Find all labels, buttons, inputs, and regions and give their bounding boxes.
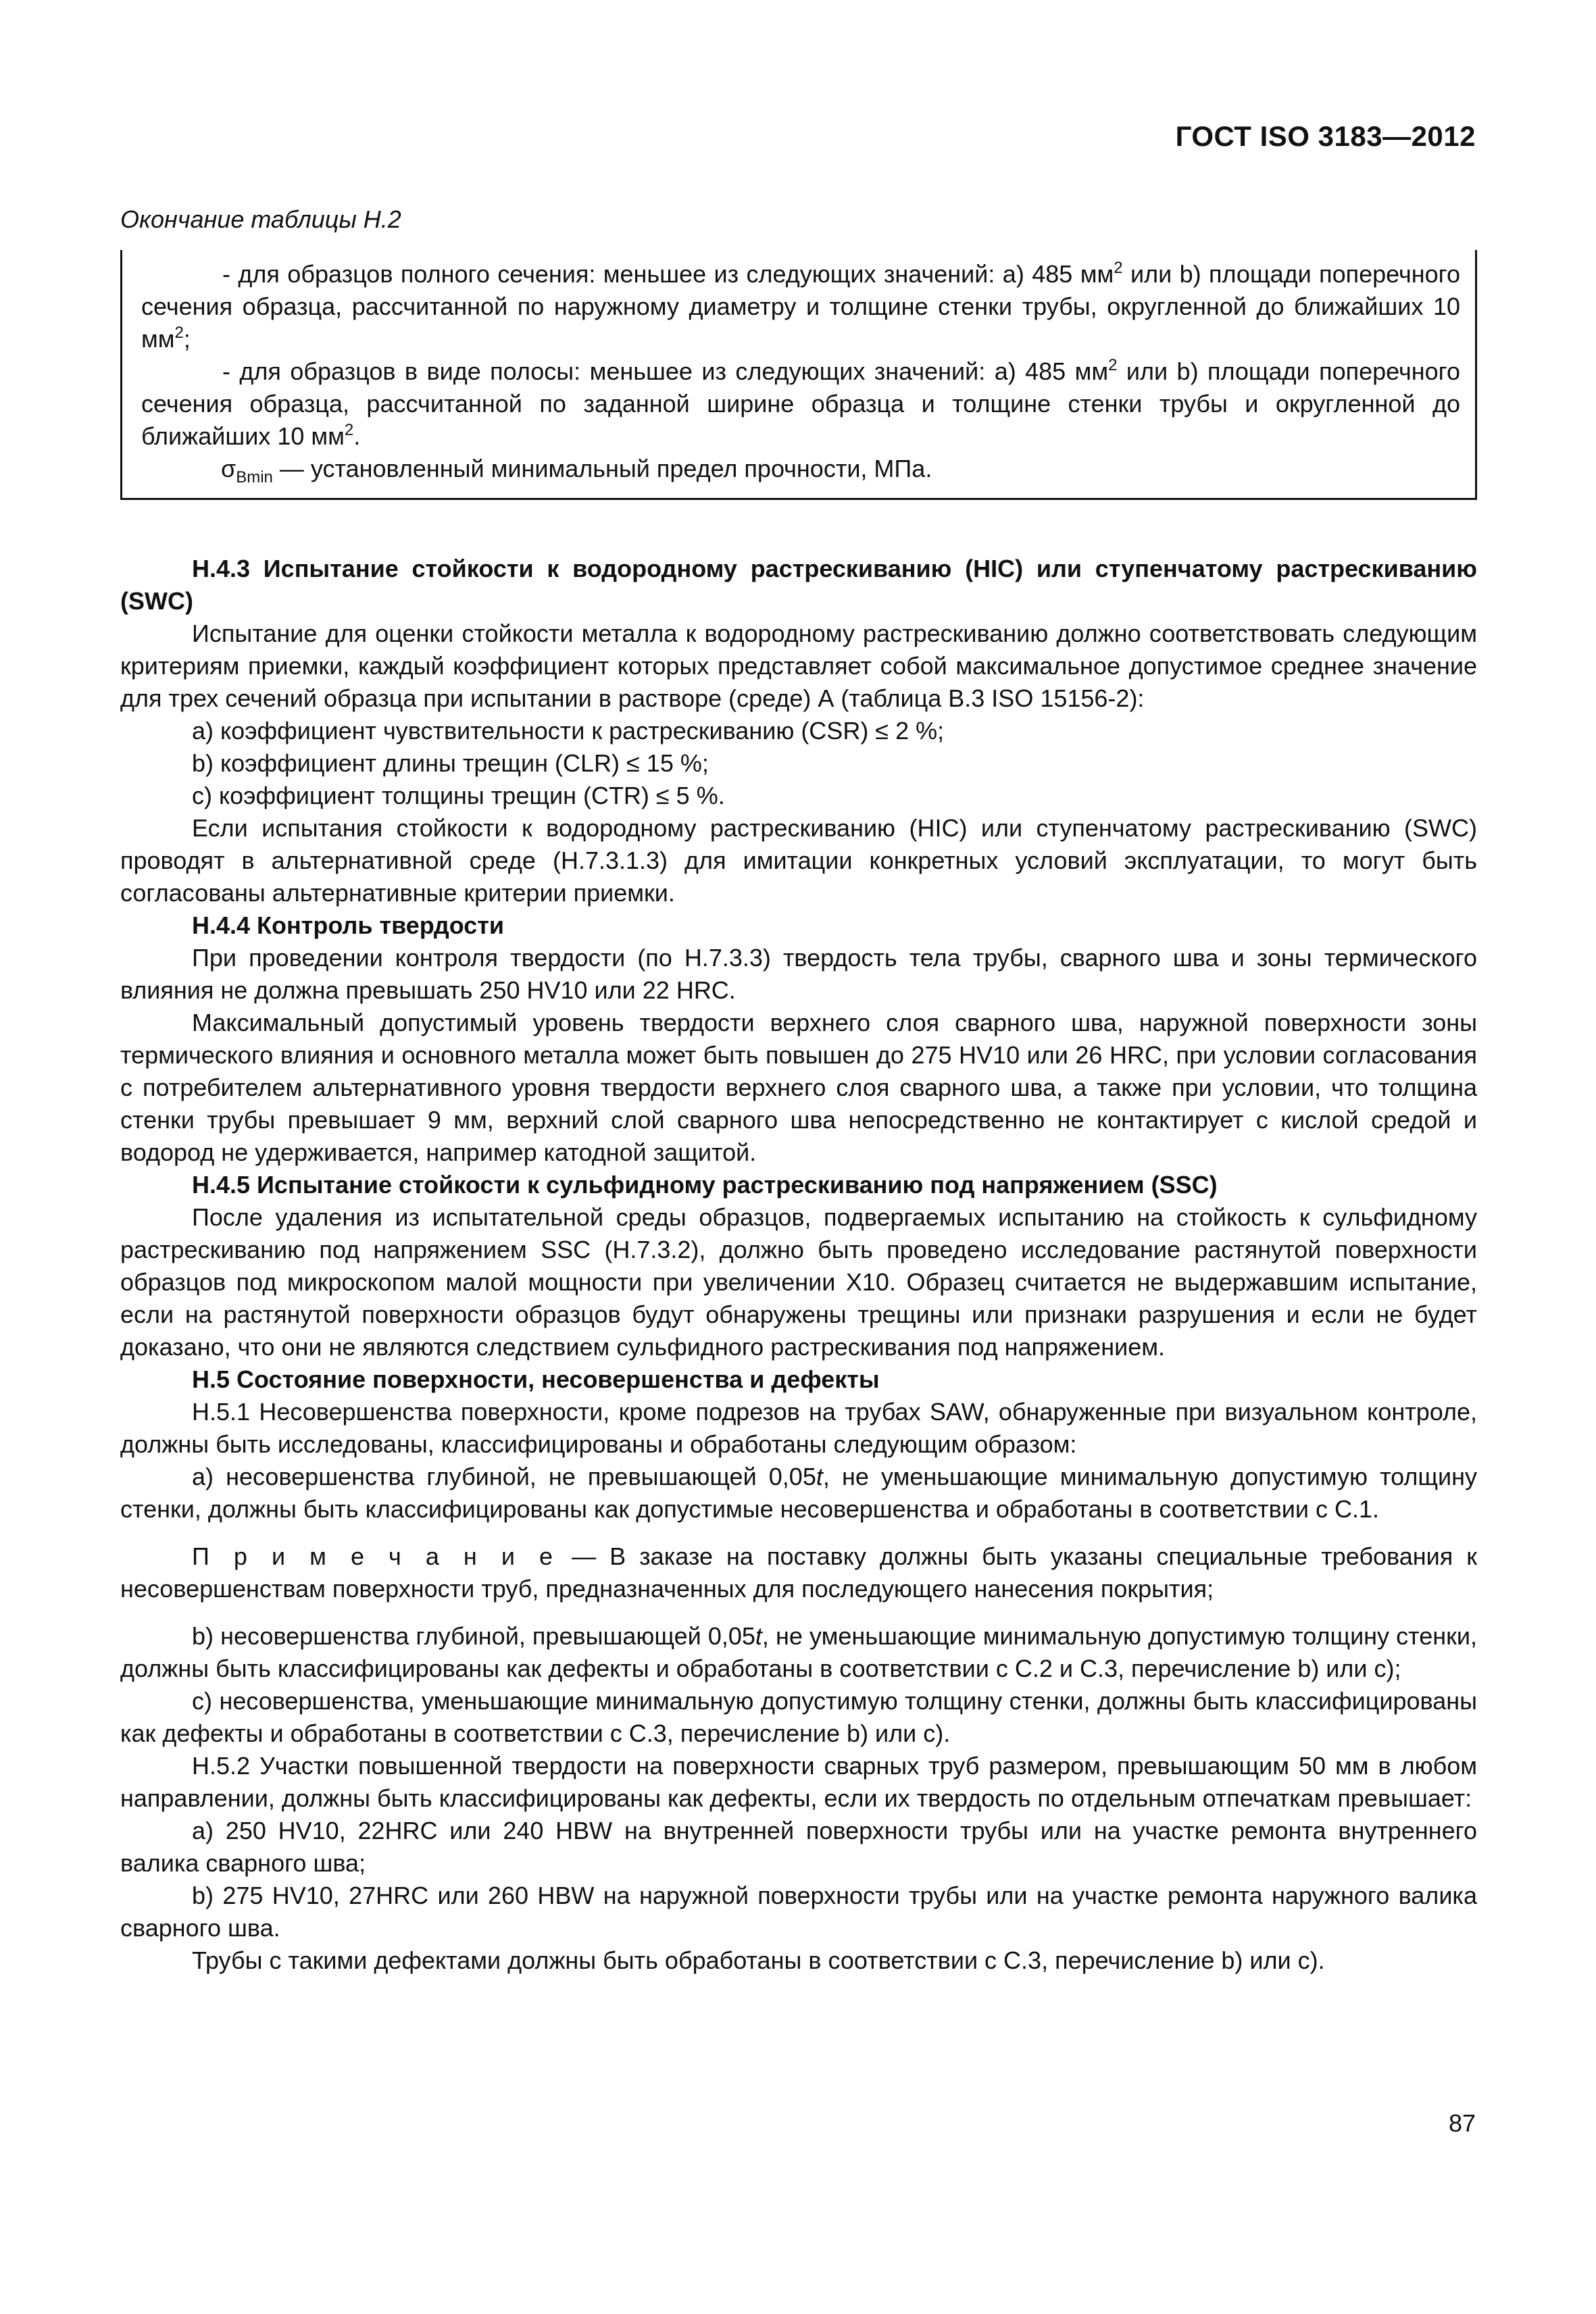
list-item: а) 250 HV10, 22HRC или 240 HBW на внутренней поверхности трубы или на участке ремонта внутреннего валика сварного шва; bbox=[120, 1817, 1477, 1877]
full-section-paragraph: - для образцов полного сечения: меньшее из следующих значений: а) 485 $мм^2$ или b) площади поперечного сечения образца, рассчитанной по наружному диаметру и толщине стенки трубы, округленной до ближайших 10 $мм^2$; bbox=[141, 259, 1461, 353]
list-item: b) коэффициент длины трещин (CLR) ≤ 15 %; bbox=[192, 749, 709, 777]
list-item: b) 275 HV10, 27HRC или 260 HBW на наружной поверхности трубы или на участке ремонта наружного валика сварного шва. bbox=[120, 1882, 1477, 1942]
list-item: с) несовершенства, уменьшающие минимальную допустимую толщину стенки, должны быть классифицированы как дефекты и обработаны в соответствии с С.3, перечисление b) или с). bbox=[120, 1687, 1477, 1747]
list-item: а) коэффициент чувствительности к растрескиванию (CSR) ≤ 2 %; bbox=[192, 717, 945, 745]
section-heading-h45: Н.4.5 Испытание стойкости к сульфидному растрескиванию под напряжением (SSC) bbox=[192, 1171, 1218, 1199]
standard-header: ГОСТ ISO 3183—2012 bbox=[1175, 120, 1476, 152]
paragraph: При проведении контроля твердости (по Н.7.3.3) твердость тела трубы, сварного шва и зоны термического влияния не должна превышать 250 HV10 или 22 HRC. bbox=[120, 944, 1477, 1004]
paragraph: Максимальный допустимый уровень твердости верхнего слоя сварного шва, наружной поверхности зоны термического влияния и основного металла может быть повышен до 275 HV10 или 26 HRC, при условии согласования с потребителем альтернативного уровня твердости верхнего слоя сварного шва, а также при условии, что толщина стенки трубы превышает 9 мм, верхний слой сварного шва непосредственно не контактирует с кислой средой и водород не удерживается, например катодной защитой. bbox=[120, 1009, 1477, 1166]
list-item: а) несовершенства глубиной, не превышающей 0,05t, не уменьшающие минимальную допустимую толщину стенки, должны быть классифицированы как допустимые несовершенства и обработаны в соответствии с С.1. bbox=[120, 1463, 1477, 1523]
paragraph: Если испытания стойкости к водородному растрескиванию (HIC) или ступенчатому растрескиванию (SWC) проводят в альтернативной среде (Н.7.3.1.3) для имитации конкретных условий эксплуатации, то могут быть согласованы альтернативные критерии приемки. bbox=[120, 814, 1477, 907]
body-text bbox=[120, 553, 1477, 1977]
paragraph: Н.5.2 Участки повышенной твердости на поверхности сварных труб размером, превышающим 50 мм в любом направлении, должны быть классифицированы как дефекты, если их твердость по отдельным отпечаткам превышает: bbox=[120, 1752, 1477, 1812]
sigma-definition: $\sigma_{Bmin}$ — установленный минимальный предел прочности, МПа. bbox=[221, 455, 932, 486]
paragraph: Трубы с такими дефектами должны быть обработаны в соответствии с С.3, перечисление b) или с). bbox=[192, 1946, 1325, 1974]
note-label: П р и м е ч а н и е bbox=[192, 1542, 559, 1570]
paragraph: После удаления из испытательной среды образцов, подвергаемых испытанию на стойкость к сульфидному растрескиванию под напряжением SSC (Н.7.3.2), должно быть проведено исследование растянутой поверхности образцов под микроскопом малой мощности при увеличении Х10. Образец считается не выдержавшим испытание, если на растянутой поверхности образцов будут обнаружены трещины или признаки разрушения и если не будет доказано, что они не являются следствием сульфидного растрескивания под напряжением. bbox=[120, 1203, 1477, 1361]
section-heading-h44: Н.4.4 Контроль твердости bbox=[192, 911, 505, 939]
paragraph: Испытание для оценки стойкости металла к водородному растрескиванию должно соответствовать следующим критериям приемки, каждый коэффициент которых представляет собой максимальное допустимое среднее значение для трех сечений образца при испытании в растворе (среде) А (таблица В.3 ISO 15156-2): bbox=[120, 620, 1477, 712]
list-item: с) коэффициент толщины трещин (CTR) ≤ 5 %. bbox=[192, 782, 725, 809]
list-item: b) несовершенства глубиной, превышающей 0,05t, не уменьшающие минимальную допустимую толщину стенки, должны быть классифицированы как дефекты и обработаны в соответствии с С.2 и С.3, перечисление b) или с); bbox=[120, 1622, 1478, 1682]
paragraph: Н.5.1 Несовершенства поверхности, кроме подрезов на трубах SAW, обнаруженные при визуальном контроле, должны быть исследованы, классифицированы и обработаны следующим образом: bbox=[120, 1398, 1477, 1458]
section-heading-h43: Н.4.3 Испытание стойкости к водородному растрескиванию (HIC) или ступенчатому растрескиванию (SWC) bbox=[120, 555, 1477, 615]
page-number: 87 bbox=[1448, 2109, 1476, 2137]
note-paragraph: П р и м е ч а н и е — В заказе на поставку должны быть указаны специальные требования к несовершенствам поверхности труб, предназначенных для последующего нанесения покрытия; bbox=[120, 1542, 1477, 1603]
table-cell bbox=[141, 258, 1460, 485]
strip-paragraph: - для образцов в виде полосы: меньшее из следующих значений: а) 485 $мм^2$ или b) площади поперечного сечения образца, рассчитанной по заданной ширине образца и толщине стенки трубы и округленной до ближайших 10 $мм^2$. bbox=[141, 356, 1460, 450]
table-continuation bbox=[120, 250, 1477, 500]
section-heading-h5: Н.5 Состояние поверхности, несовершенства и дефекты bbox=[192, 1365, 880, 1393]
table-caption: Окончание таблицы Н.2 bbox=[120, 205, 401, 233]
